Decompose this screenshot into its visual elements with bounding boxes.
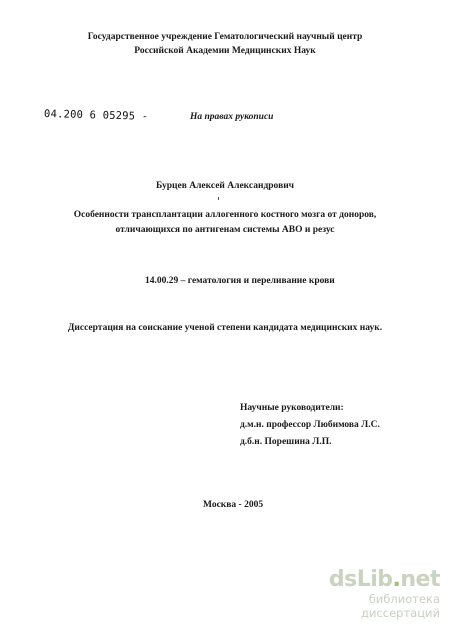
- specialty-code: 14.00.29 – гематология и переливание крови: [145, 276, 335, 286]
- author-name: Бурцев Алексей Александрович: [155, 181, 295, 191]
- supervisor-1: д.м.н. профессор Любимова Л.С.: [240, 420, 380, 430]
- institution-line-1: Государственное учреждение Гематологический научный центр: [87, 32, 363, 42]
- dslib-logo: dsLib.net: [328, 567, 440, 592]
- dissertation-title-line-1: Особенности трансплантации аллогенного костного мозга от доноров,: [73, 210, 377, 220]
- manuscript-note: На правах рукописи: [190, 112, 274, 122]
- dslib-subtitle: библиотека диссертаций: [361, 592, 440, 620]
- institution-line-2: Российской Академии Медицинских Наук: [134, 46, 316, 56]
- place-and-year: Москва - 2005: [203, 500, 264, 510]
- supervisor-2: д.б.н. Порешина Л.П.: [240, 437, 332, 447]
- archive-stamp-number: 04.200 6 05295 -: [43, 108, 149, 123]
- dslib-watermark: [325, 568, 440, 620]
- degree-statement: Диссертация на соискание ученой степени кандидата медицинских наук.: [67, 323, 383, 333]
- supervisors-heading: Научные руководители:: [240, 403, 344, 413]
- dissertation-title-line-2: отличающихся по антигенам системы АВО и резус: [115, 225, 335, 235]
- scan-speck: [218, 197, 219, 200]
